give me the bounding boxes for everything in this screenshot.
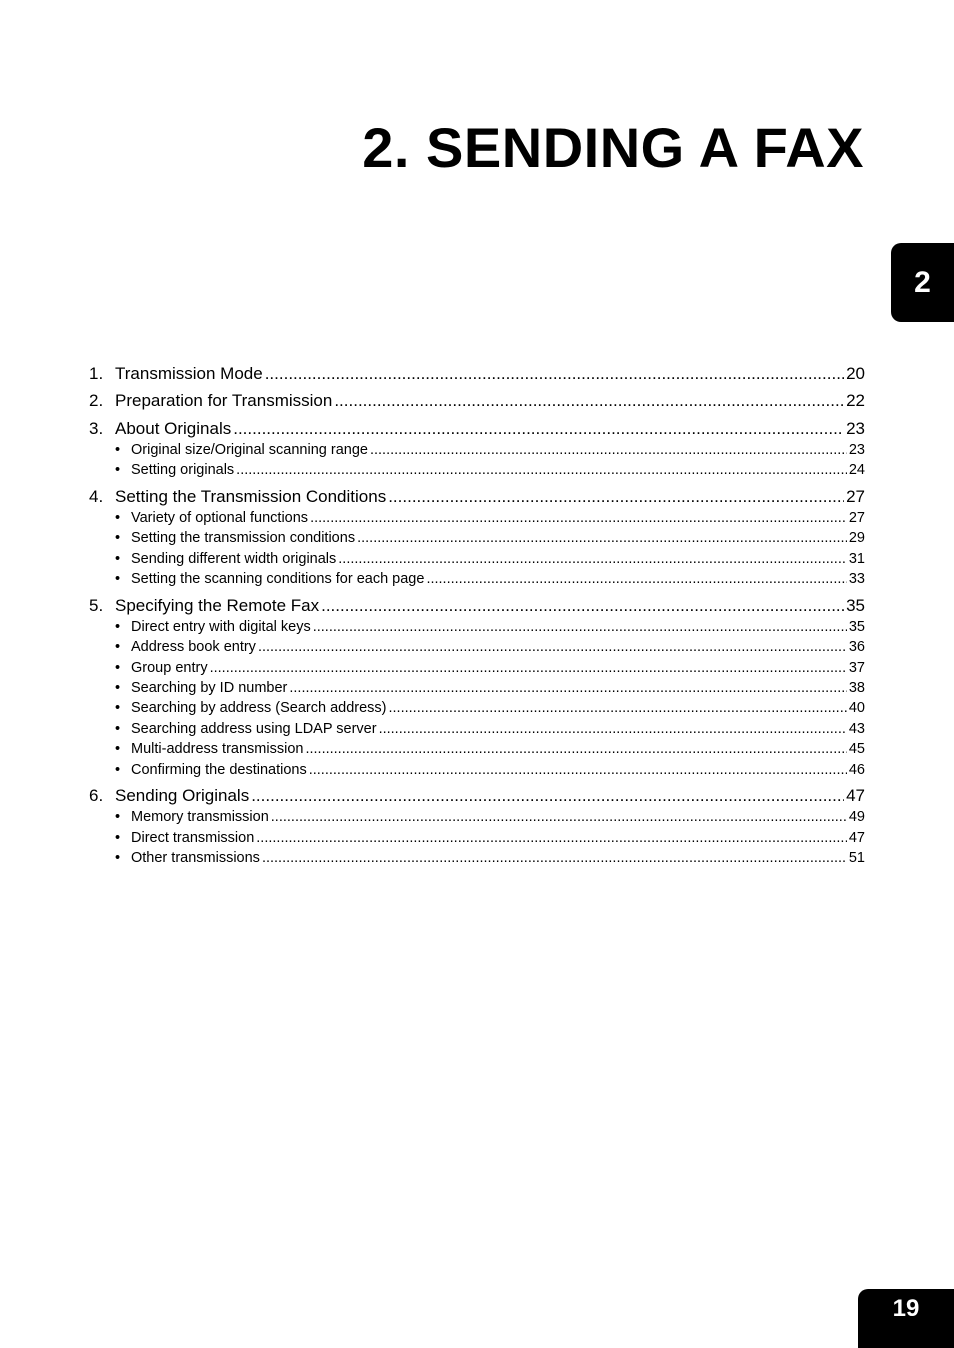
toc-subentry-label: Searching by address (Search address) <box>131 700 387 717</box>
dot-leader <box>357 528 847 548</box>
toc-entry-number: 3. <box>89 418 104 438</box>
toc-entry-page: 23 <box>846 418 865 438</box>
page-number: 19 <box>892 1295 920 1322</box>
toc-entry[interactable] <box>89 362 865 385</box>
dot-leader <box>310 508 847 528</box>
toc-subentry-page: 51 <box>848 850 865 867</box>
chapter-title: 2. SENDING A FAX <box>362 116 864 179</box>
toc-subentry-label: Confirming the destinations <box>131 761 307 778</box>
toc-subentry[interactable] <box>89 460 865 480</box>
toc-subentry-page: 38 <box>848 680 865 697</box>
toc-subentry-page: 40 <box>848 700 865 717</box>
toc-subentry-label: Group entry <box>131 659 208 676</box>
toc-subentry-label: Setting the scanning conditions for each page <box>131 571 425 588</box>
toc-subentry-label: Direct transmission <box>131 829 255 846</box>
dot-leader <box>236 460 847 480</box>
toc-entry[interactable] <box>89 485 865 508</box>
toc-subentry[interactable] <box>89 678 865 698</box>
toc-entry[interactable] <box>89 417 865 440</box>
bullet-icon: • <box>115 639 121 656</box>
toc-subentry-page: 24 <box>848 462 865 479</box>
dot-leader <box>379 719 847 739</box>
toc-entry-page: 22 <box>846 391 865 411</box>
bullet-icon: • <box>115 680 121 697</box>
toc-subentry-label: Other transmissions <box>131 850 260 867</box>
bullet-icon: • <box>115 509 121 526</box>
toc-subentry[interactable] <box>89 739 865 759</box>
toc-entry-number: 1. <box>89 364 104 383</box>
toc-subentry-page: 36 <box>848 639 865 656</box>
dot-leader <box>388 485 844 508</box>
toc-subentry-page: 37 <box>848 659 865 676</box>
toc-entry-label: Specifying the Remote Fax <box>115 595 320 615</box>
bullet-icon: • <box>115 571 121 588</box>
toc-entry-number: 2. <box>89 391 104 411</box>
toc-subentry[interactable] <box>89 807 865 827</box>
bullet-icon: • <box>115 741 121 758</box>
toc-entry-label: Transmission Mode <box>115 364 263 383</box>
dot-leader <box>334 389 844 412</box>
toc-subentry[interactable] <box>89 549 865 569</box>
page-number-badge <box>858 1289 954 1348</box>
toc-subentry-page: 31 <box>848 550 865 567</box>
bullet-icon: • <box>115 850 121 867</box>
toc-subentry-label: Searching address using LDAP server <box>131 720 377 737</box>
dot-leader <box>389 698 847 718</box>
bullet-icon: • <box>115 809 121 826</box>
toc-subentry-page: 35 <box>848 618 865 635</box>
toc-entry[interactable] <box>89 594 865 617</box>
toc-entry-label: Sending Originals <box>115 786 250 806</box>
toc-subentry-label: Sending different width originals <box>131 550 337 567</box>
bullet-icon: • <box>115 659 121 676</box>
toc-subentry[interactable] <box>89 760 865 780</box>
toc-subentry-page: 45 <box>848 741 865 758</box>
toc-subentry-label: Direct entry with digital keys <box>131 618 311 635</box>
toc-subentry-label: Memory transmission <box>131 809 269 826</box>
bullet-icon: • <box>115 441 121 458</box>
toc-entry-label: Preparation for Transmission <box>115 391 333 411</box>
toc-subentry-page: 47 <box>848 829 865 846</box>
toc-subentry-page: 49 <box>848 809 865 826</box>
toc-subentry-page: 29 <box>848 530 865 547</box>
toc-subentry[interactable] <box>89 617 865 637</box>
toc-subentry[interactable] <box>89 637 865 657</box>
toc-entry-label: About Originals <box>115 418 232 438</box>
toc-subentry-label: Variety of optional functions <box>131 509 309 526</box>
toc-subentry-label: Original size/Original scanning range <box>131 441 368 458</box>
bullet-icon: • <box>115 530 121 547</box>
bullet-icon: • <box>115 720 121 737</box>
toc-subentry-label: Multi-address transmission <box>131 741 304 758</box>
toc-subentry[interactable] <box>89 569 865 589</box>
toc-entry[interactable] <box>89 389 865 412</box>
dot-leader <box>370 440 847 460</box>
toc-entry-number: 4. <box>89 486 104 506</box>
toc-subentry-page: 23 <box>848 441 865 458</box>
toc-subentry-label: Setting originals <box>131 462 235 479</box>
toc-entry-page: 35 <box>846 595 865 615</box>
bullet-icon: • <box>115 829 121 846</box>
dot-leader <box>271 807 847 827</box>
toc-subentry-label: Address book entry <box>131 639 256 656</box>
toc-entry-page: 27 <box>846 486 865 506</box>
toc-subentry[interactable] <box>89 508 865 528</box>
dot-leader <box>258 637 847 657</box>
toc-subentry-page: 27 <box>848 509 865 526</box>
dot-leader <box>251 784 844 807</box>
toc-entry-label: Setting the Transmission Conditions <box>115 486 387 506</box>
dot-leader <box>233 417 844 440</box>
toc-subentry[interactable] <box>89 848 865 868</box>
bullet-icon: • <box>115 550 121 567</box>
chapter-tab <box>891 243 954 322</box>
table-of-contents <box>89 362 865 869</box>
bullet-icon: • <box>115 462 121 479</box>
dot-leader <box>210 658 847 678</box>
bullet-icon: • <box>115 700 121 717</box>
toc-subentry[interactable] <box>89 658 865 678</box>
toc-subentry[interactable] <box>89 828 865 848</box>
toc-subentry[interactable] <box>89 440 865 460</box>
dot-leader <box>338 549 847 569</box>
dot-leader <box>426 569 846 589</box>
toc-subentry[interactable] <box>89 698 865 718</box>
toc-subentry-label: Setting the transmission conditions <box>131 530 356 547</box>
toc-entry-page: 20 <box>846 364 865 383</box>
toc-entry-number: 6. <box>89 786 104 806</box>
dot-leader <box>321 594 844 617</box>
toc-subentry-page: 46 <box>848 761 865 778</box>
dot-leader <box>262 848 847 868</box>
bullet-icon: • <box>115 761 121 778</box>
dot-leader <box>256 828 847 848</box>
dot-leader <box>313 617 847 637</box>
toc-entry[interactable] <box>89 784 865 807</box>
dot-leader <box>309 760 847 780</box>
toc-entry-number: 5. <box>89 595 104 615</box>
toc-subentry-label: Searching by ID number <box>131 680 288 697</box>
chapter-tab-number: 2 <box>914 265 931 299</box>
dot-leader <box>265 362 844 385</box>
dot-leader <box>289 678 847 698</box>
toc-subentry-page: 43 <box>848 720 865 737</box>
toc-subentry[interactable] <box>89 528 865 548</box>
toc-entry-page: 47 <box>846 786 865 806</box>
dot-leader <box>305 739 846 759</box>
toc-subentry-page: 33 <box>848 571 865 588</box>
bullet-icon: • <box>115 618 121 635</box>
toc-subentry[interactable] <box>89 719 865 739</box>
